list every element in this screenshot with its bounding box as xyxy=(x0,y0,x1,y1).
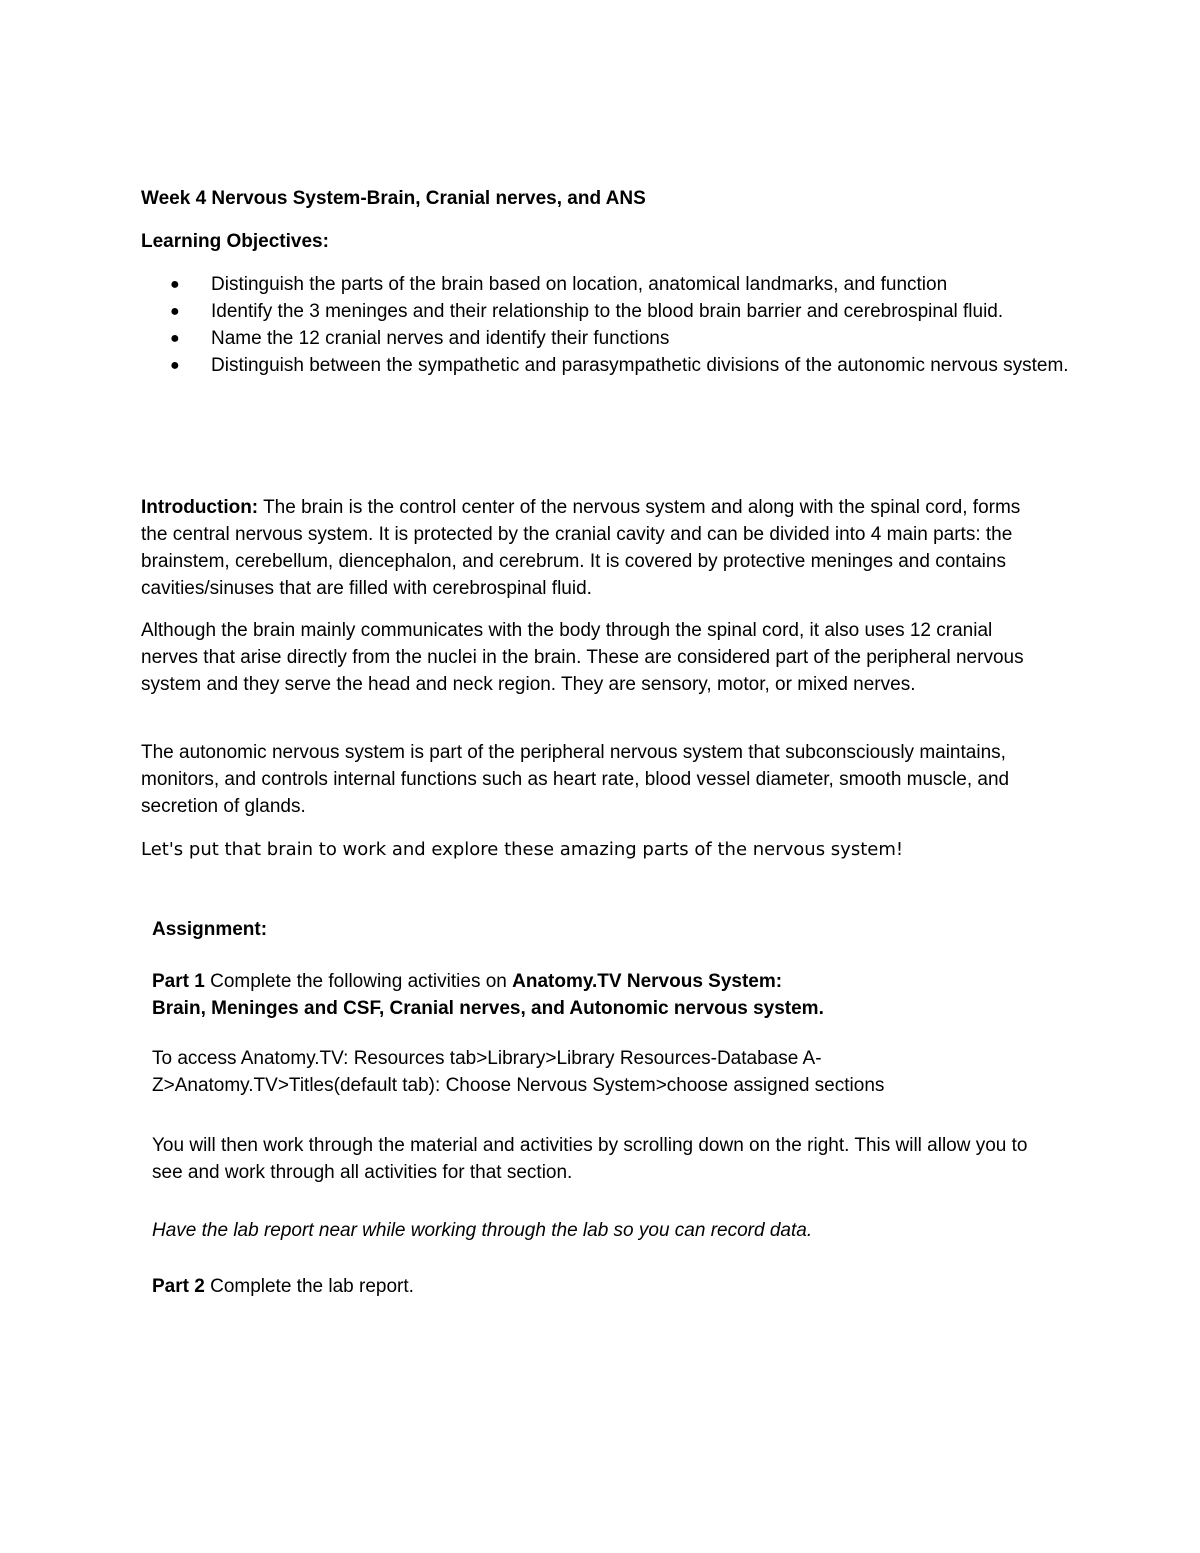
part1-sections: Brain, Meninges and CSF, Cranial nerves, and Autonomic nervous system. xyxy=(152,998,824,1019)
part1-text: Complete the following activities on xyxy=(204,971,513,992)
part2-text: Complete the lab report. xyxy=(204,1276,414,1297)
objective-item xyxy=(170,325,1070,352)
part1-resource: Anatomy.TV Nervous System: xyxy=(512,971,783,992)
objective-item xyxy=(170,298,1070,325)
learning-objectives-list xyxy=(170,271,1070,379)
part1-paragraph xyxy=(152,968,1052,1022)
objective-text: Identify the 3 meninges and their relationship to the blood brain barrier and cerebrospinal fluid. xyxy=(211,301,1004,322)
bullet-icon: ● xyxy=(170,330,180,347)
part2-label: Part 2 xyxy=(152,1276,205,1297)
bullet-icon: ● xyxy=(170,357,180,374)
introduction-label: Introduction: xyxy=(141,497,259,518)
work-instructions: You will then work through the material and activities by scrolling down on the right. This will allow you to see and work through all activities for that section. xyxy=(152,1135,1028,1183)
part2-paragraph xyxy=(152,1273,414,1300)
learning-objectives-heading: Learning Objectives: xyxy=(141,231,329,252)
access-instructions: To access Anatomy.TV: Resources tab>Library>Library Resources-Database A-Z>Anatomy.TV>Titles(default tab): Choose Nervous System>choose assigned sections xyxy=(152,1048,885,1096)
objective-item xyxy=(170,271,1070,298)
objective-text: Name the 12 cranial nerves and identify their functions xyxy=(211,328,670,349)
ans-paragraph: The autonomic nervous system is part of the peripheral nervous system that subconsciously maintains, monitors, and controls internal functions such as heart rate, blood vessel diameter, smooth muscle, and secretion of glands. xyxy=(141,742,1010,817)
document-title: Week 4 Nervous System-Brain, Cranial nerves, and ANS xyxy=(141,188,646,209)
lab-report-note: Have the lab report near while working through the lab so you can record data. xyxy=(152,1220,813,1241)
objective-item xyxy=(170,352,1070,379)
introduction-text: The brain is the control center of the nervous system and along with the spinal cord, forms the central nervous system. It is protected by the cranial cavity and can be divided into 4 main parts: the brainstem, cerebellum, diencephalon, and cerebrum. It is covered by protective meninges and contains cavities/sinuses that are filled with cerebrospinal fluid. xyxy=(141,497,1021,599)
introduction-paragraph xyxy=(141,494,1051,602)
part1-label: Part 1 xyxy=(152,971,205,992)
assignment-heading: Assignment: xyxy=(152,919,268,940)
objective-text: Distinguish between the sympathetic and parasympathetic divisions of the autonomic nervous system. xyxy=(211,355,1069,376)
closing-paragraph: Let's put that brain to work and explore these amazing parts of the nervous system! xyxy=(141,839,904,860)
cranial-nerves-paragraph: Although the brain mainly communicates with the body through the spinal cord, it also uses 12 cranial nerves that arise directly from the nuclei in the brain. These are considered part of the peripheral nervous system and they serve the head and neck region. They are sensory, motor, or mixed nerves. xyxy=(141,620,1024,695)
bullet-icon: ● xyxy=(170,303,180,320)
objective-text: Distinguish the parts of the brain based on location, anatomical landmarks, and function xyxy=(211,274,948,295)
bullet-icon: ● xyxy=(170,276,180,293)
